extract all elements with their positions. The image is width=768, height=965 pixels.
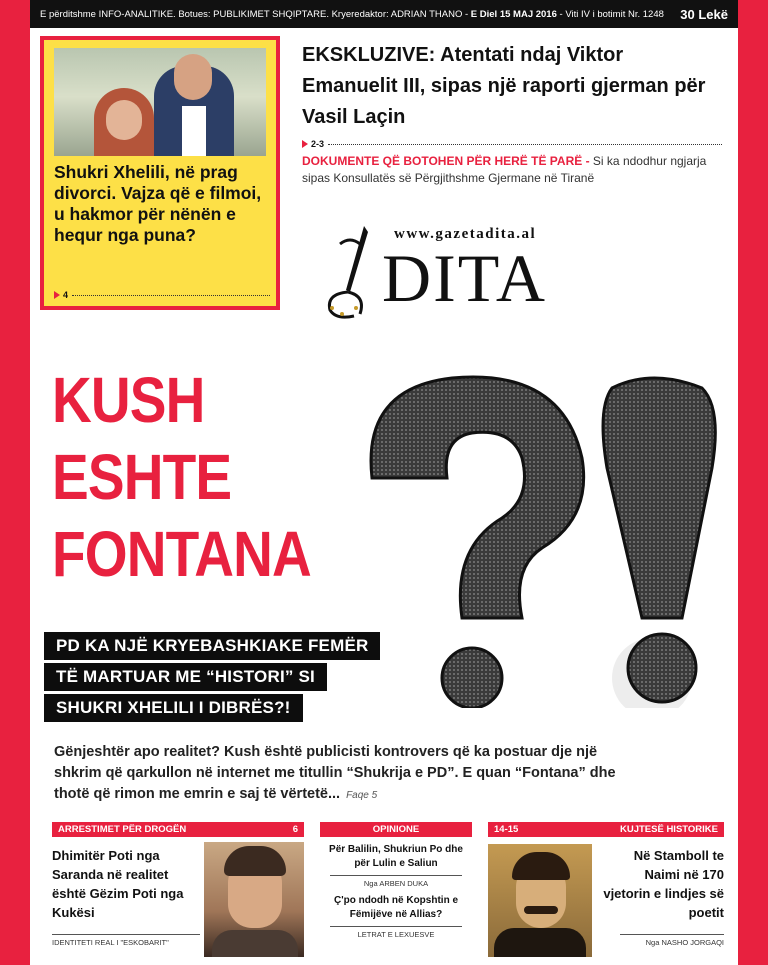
newspaper-logo: DITA	[382, 240, 547, 316]
arrest-caption: IDENTITETI REAL I "ESKOBARIT"	[52, 934, 200, 947]
suspect-photo	[204, 842, 304, 957]
sub-headline[interactable]	[44, 632, 380, 725]
exclusive-page-ref	[302, 139, 722, 149]
couple-photo	[54, 48, 266, 156]
lede-paragraph	[54, 742, 644, 806]
top-info-bar	[30, 0, 738, 28]
suspect-hair	[224, 846, 286, 876]
price: 30 Lekë	[680, 6, 728, 22]
history-section-title: KUJTESË HISTORIKE	[619, 824, 718, 835]
opinion-author: Nga ARBEN DUKA	[330, 875, 462, 888]
exclusive-story[interactable]	[302, 40, 722, 187]
headline-line: FONTANA	[52, 518, 311, 590]
dotted-divider	[328, 144, 722, 145]
history-section-header	[488, 822, 724, 837]
issue-number: - Viti IV i botimit Nr. 1248	[556, 8, 664, 20]
exclusive-kicker: DOKUMENTE QË BOTOHEN PËR HERË TË PARË -	[302, 154, 590, 168]
arrest-section-title: ARRESTIMET PËR DROGËN	[58, 824, 187, 835]
poet-hair	[512, 852, 570, 880]
teaser-headline[interactable]: Shukri Xhelili, në prag divorci. Vajza që e filmoi, u hakmor për nënën e hequr nga puna?	[54, 162, 262, 245]
history-section[interactable]	[488, 822, 724, 957]
main-headline[interactable]	[52, 362, 362, 593]
history-page-numbers: 14-15	[494, 824, 519, 835]
opinion-section-title: OPINIONE	[372, 824, 420, 835]
photo-man-face	[174, 54, 212, 100]
suspect-body	[212, 930, 298, 957]
poet-body	[494, 928, 586, 957]
arrest-headline[interactable]: Dhimitër Poti nga Saranda në realitet është Gëzim Poti nga Kukësi	[52, 848, 184, 920]
exclusive-subtitle	[302, 153, 722, 187]
photo-woman-face	[106, 100, 142, 140]
opinion-section[interactable]	[320, 822, 472, 957]
dotted-divider	[72, 295, 270, 296]
teaser-page-ref	[54, 290, 270, 300]
exclusive-title[interactable]: EKSKLUZIVE: Atentati ndaj Viktor Emanuelit III, sipas një raporti gjerman për Vasil Laçin	[302, 44, 706, 128]
teaser-page-number: 4	[63, 290, 69, 300]
exclusive-summary: Si ka ndodhur ngjarja sipas Konsullatës së Përgjithshme Gjermane në Tiranë	[302, 154, 707, 185]
headline-line: ESHTE	[52, 441, 232, 513]
issue-date: E Diel 15 MAJ 2016	[470, 8, 557, 20]
history-author: Nga NASHO JORGAQI	[620, 934, 724, 947]
masthead[interactable]	[320, 222, 620, 322]
arrow-icon	[302, 140, 308, 148]
arrow-icon	[54, 291, 60, 299]
page-ref[interactable]: Faqe 5	[346, 790, 378, 801]
poet-moustache	[524, 906, 558, 914]
poet-portrait	[488, 844, 592, 957]
sub-headline-line: SHUKRI XHELILI I DIBRËS?!	[44, 694, 303, 722]
sub-headline-line: TË MARTUAR ME “HISTORI” SI	[44, 663, 327, 691]
question-exclamation-graphic	[352, 348, 732, 708]
arrest-section[interactable]	[52, 822, 304, 957]
opinion-author: LETRAT E LEXUESVE	[330, 926, 462, 939]
publisher-info	[40, 9, 670, 20]
teaser-box[interactable]	[40, 36, 280, 310]
lede-text: Gënjeshtër apo realitet? Kush është publicisti kontrovers që ka postuar dje një shkrim që qarkullon në internet me titullin “Shukrija e PD”. E quan “Fontana” dhe thotë që rimon me emrin e saj të vërtetë...	[54, 744, 616, 802]
headline-line: KUSH	[52, 364, 205, 436]
photo-man-shirt	[182, 106, 206, 156]
opinion-item[interactable]: Ç'po ndodh në Kopshtin e Fëmijëve në Allias?	[333, 895, 459, 920]
opinion-item[interactable]: Për Balilin, Shukriun Po dhe për Lulin e Saliun	[329, 844, 463, 869]
arrest-section-header	[52, 822, 304, 837]
history-headline[interactable]: Në Stamboll te Naimi në 170 vjetorin e lindjes së poetit	[603, 848, 724, 920]
opinion-section-header	[320, 822, 472, 837]
sub-headline-line: PD KA NJË KRYEBASHKIAKE FEMËR	[44, 632, 380, 660]
sword-logo-icon	[320, 222, 390, 322]
website-url[interactable]: www.gazetadita.al	[394, 226, 537, 242]
arrest-page-number: 6	[292, 824, 298, 835]
publisher-line: E përditshme INFO-ANALITIKE. Botues: PUBLIKIMET SHQIPTARE. Kryeredaktor: ADRIAN THANO -	[40, 8, 471, 20]
exclusive-page-number: 2-3	[311, 139, 325, 149]
